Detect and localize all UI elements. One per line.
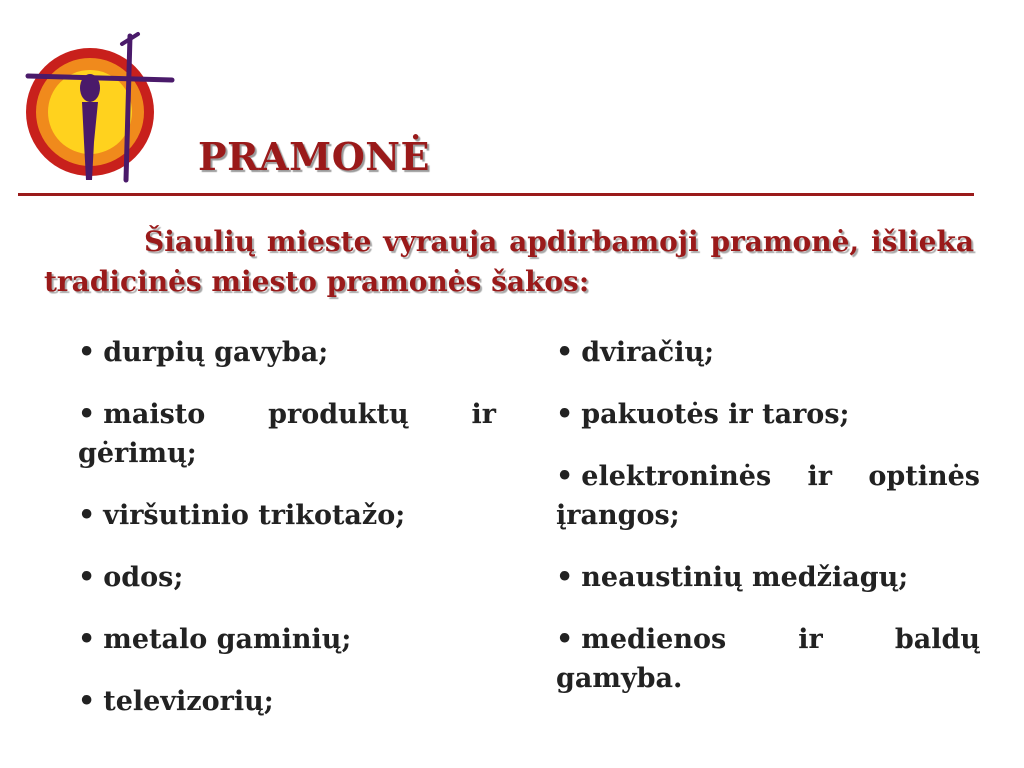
bullet-icon: • (78, 500, 96, 531)
list-item-text: elektroninės ir optinės įrangos; (556, 461, 980, 531)
list-item-text: neaustinių medžiagų; (581, 562, 909, 593)
bullet-icon: • (556, 337, 574, 368)
list-item-text: odos; (103, 562, 184, 593)
bullet-icon: • (556, 461, 574, 492)
list-item-text: viršutinio trikotažo; (103, 500, 406, 531)
bullet-icon: • (78, 686, 96, 717)
list-item-text: dviračių; (581, 337, 715, 368)
list-item-text: maisto produktų ir gėrimų; (78, 399, 496, 469)
list-item (556, 395, 980, 434)
intro-paragraph (44, 222, 974, 302)
sun-figure-logo (22, 30, 182, 190)
list-item (78, 558, 496, 597)
bullet-icon: • (78, 624, 96, 655)
list-item (556, 558, 980, 597)
list-item-text: medienos ir baldų gamyba. (556, 624, 980, 694)
list-item (78, 682, 496, 721)
bullet-icon: • (78, 337, 96, 368)
bullet-icon: • (556, 399, 574, 430)
list-item (556, 333, 980, 372)
right-industry-list (556, 333, 980, 721)
list-item-text: pakuotės ir taros; (581, 399, 850, 430)
intro-text: Šiaulių mieste vyrauja apdirbamoji pramonė, išlieka tradicinės miesto pramonės šakos: (44, 225, 974, 298)
list-item-text: durpių gavyba; (103, 337, 329, 368)
bullet-icon: • (556, 624, 574, 655)
bullet-icon: • (556, 562, 574, 593)
bullet-icon: • (78, 562, 96, 593)
list-item (78, 395, 496, 473)
left-industry-list (78, 333, 496, 744)
list-item (78, 333, 496, 372)
page-title: PRAMONĖ (198, 134, 431, 179)
title-divider (18, 193, 974, 196)
list-item (556, 457, 980, 535)
list-item (78, 496, 496, 535)
bullet-icon: • (78, 399, 96, 430)
list-item-text: metalo gaminių; (103, 624, 352, 655)
list-item-text: televizorių; (103, 686, 274, 717)
list-item (78, 620, 496, 659)
list-item (556, 620, 980, 698)
